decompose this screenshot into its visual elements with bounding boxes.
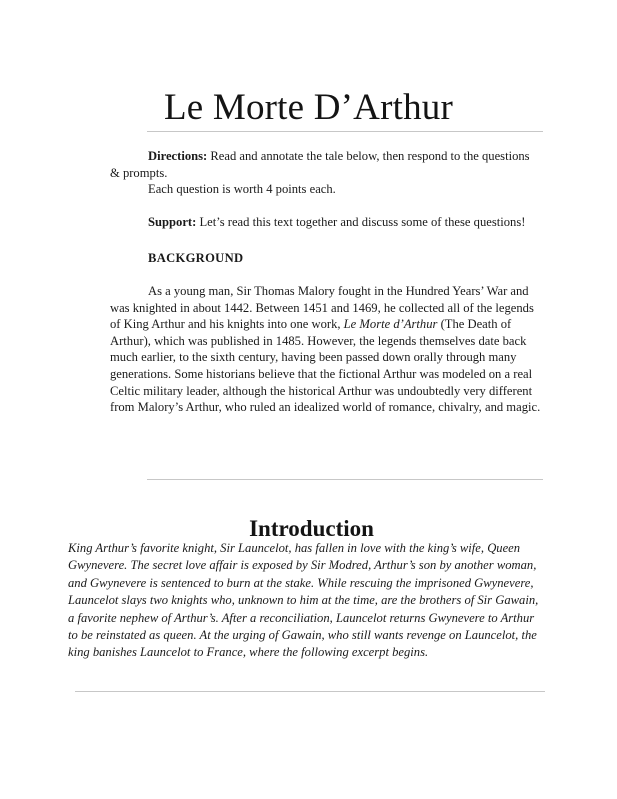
divider-top — [147, 131, 543, 132]
introduction-paragraph: King Arthur’s favorite knight, Sir Launcelot, has fallen in love with the king’s wife, Queen Gwynevere. The secret love affair is exposed by Sir Modred, Arthur’s son by another woman, and Gwynevere is sentenced to burn at the stake. While rescuing the imprisoned Gwynevere, Launcelot slays two knights who, unknown to him at the time, are the brothers of Sir Gawain, a favorite nephew of Arthur’s. After a reconciliation, Launcelot returns Gwynevere to Arthur to be reinstated as queen. At the urging of Gawain, who still wants revenge on Launcelot, the king banishes Launcelot to France, where the following excerpt begins. — [68, 541, 539, 660]
introduction-column — [68, 540, 546, 662]
spacer-after-background-heading — [110, 267, 541, 283]
directions-points-text: Each question is worth 4 points each. — [148, 182, 336, 197]
background-text-part1: As a young man, Sir Thomas Malory fought in the Hundred Years’ War and was knighted in about 1442. Between 1451 and 1469, he collected all of the legends of King Arthur and his knights into one work, — [110, 283, 534, 332]
background-heading: BACKGROUND — [148, 251, 244, 266]
background-work-title: Le Morte d’Arthur — [343, 317, 438, 332]
divider-middle — [147, 479, 543, 480]
directions-paragraph — [110, 148, 541, 181]
support-label: Support: — [148, 214, 197, 229]
directions-text: Read and annotate the tale below, then respond to the questions & prompts. — [110, 149, 530, 180]
directions-label: Directions: — [148, 149, 208, 163]
background-paragraph — [110, 283, 541, 416]
spacer-before-background — [110, 230, 541, 250]
page-title: Le Morte D’Arthur — [163, 86, 454, 128]
support-text: Let’s read this text together and discuss some of these questions! — [196, 214, 526, 229]
support-paragraph — [110, 214, 541, 231]
directions-second-line — [110, 181, 541, 198]
body-column — [110, 148, 541, 416]
divider-bottom — [75, 691, 545, 692]
introduction-heading: Introduction — [249, 516, 374, 542]
spacer-after-directions — [110, 198, 541, 214]
background-text-part2: (The Death of Arthur), which was published in 1485. However, the legends themselves date back much earlier, to the sixth century, having been passed down orally through many generations. Some historians believe that the fictional Arthur was modeled on a real Celtic military leader, although the historical Arthur was undoubtedly very different from Malory’s Arthur, who ruled an idealized world of romance, chivalry, and magic. — [110, 317, 541, 415]
